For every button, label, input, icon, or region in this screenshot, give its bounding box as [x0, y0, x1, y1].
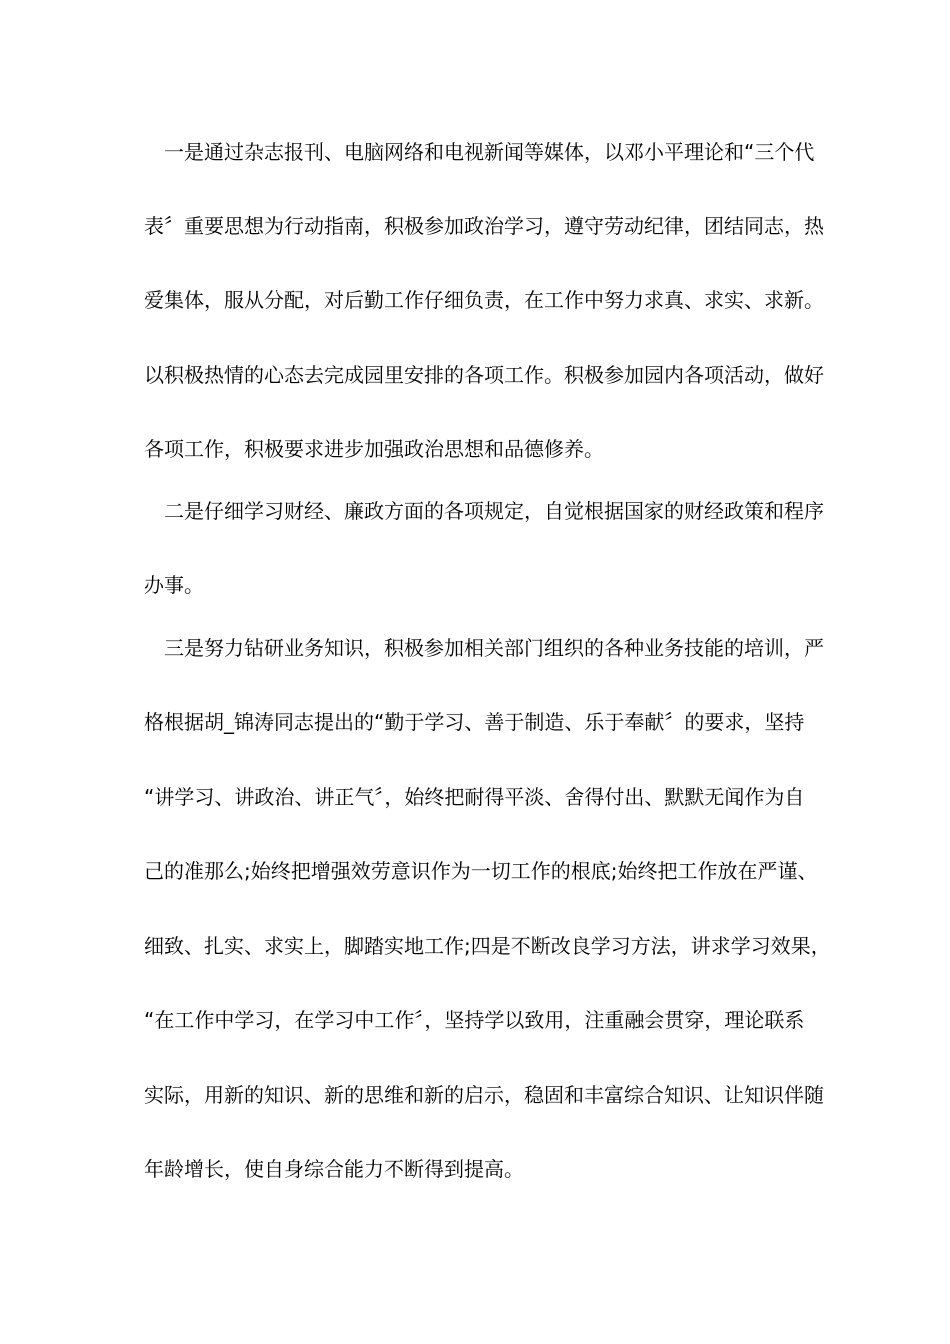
paragraph-1-line-4: 以积极热情的心态去完成园里安排的各项工作。积极参加园内各项活动，做好	[144, 363, 824, 387]
paragraph-3-line-8: 年龄增长，使自身综合能力不断得到提高。	[144, 1157, 524, 1181]
paragraph-3-line-6: “在工作中学习，在学习中工作〞，坚持学以致用，注重融会贯穿，理论联系	[144, 1008, 805, 1032]
paragraph-3-line-5: 细致、扎实、求实上，脚踏实地工作;四是不断改良学习方法，讲求学习效果，	[144, 934, 831, 958]
paragraph-2-line-1: 二是仔细学习财经、廉政方面的各项规定，自觉根据国家的财经政策和程序	[164, 499, 824, 523]
paragraph-3-line-1: 三是努力钻研业务知识，积极参加相关部门组织的各种业务技能的培训，严	[164, 636, 824, 660]
paragraph-2-line-2: 办事。	[144, 573, 204, 597]
paragraph-1-line-1: 一是通过杂志报刊、电脑网络和电视新闻等媒体，以邓小平理论和“三个代	[164, 140, 815, 164]
paragraph-3-line-3: “讲学习、讲政治、讲正气〞，始终把耐得平淡、舍得付出、默默无闻作为自	[144, 785, 805, 809]
paragraph-3-line-4: 己的准那么;始终把增强效劳意识作为一切工作的根底;始终把工作放在严谨、	[144, 859, 818, 883]
paragraph-3-line-2: 格根据胡_锦涛同志提出的“勤于学习、善于制造、乐于奉献〞的要求，坚持	[144, 710, 805, 734]
paragraph-1-line-5: 各项工作，积极要求进步加强政治思想和品德修养。	[144, 437, 604, 461]
paragraph-1-line-2: 表〞重要思想为行动指南，积极参加政治学习，遵守劳动纪律，团结同志，热	[144, 214, 824, 238]
paragraph-3-line-7: 实际，用新的知识、新的思维和新的启示，稳固和丰富综合知识、让知识伴随	[144, 1083, 824, 1107]
paragraph-1-line-3: 爱集体，服从分配，对后勤工作仔细负责，在工作中努力求真、求实、求新。	[144, 288, 824, 312]
